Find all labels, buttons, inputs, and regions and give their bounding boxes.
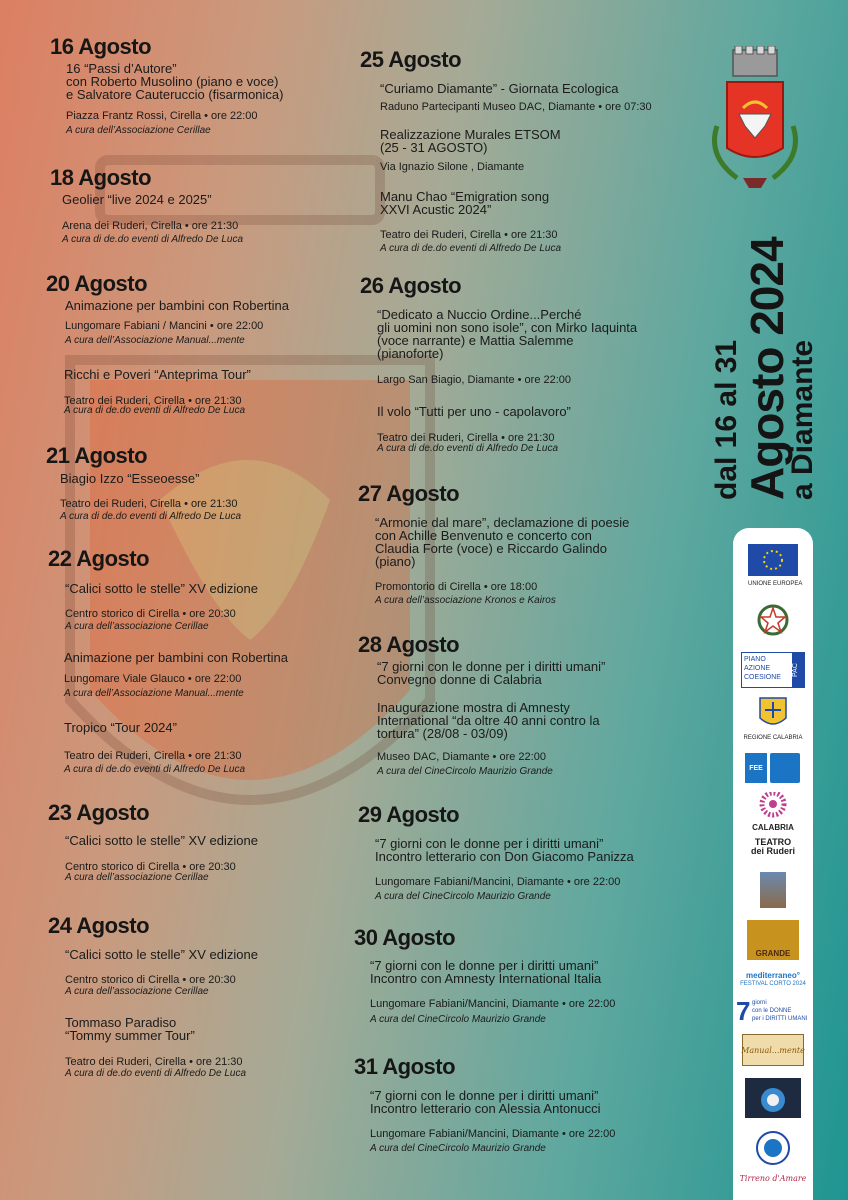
seven-days-logo <box>736 998 810 1026</box>
event-place: Piazza Frantz Rossi, Cirella • ore 22:00 <box>66 110 258 122</box>
event-title: Animazione per bambini con Robertina <box>65 298 290 313</box>
event-organizer: A cura dell’associazione Cerillae <box>65 986 209 997</box>
day-heading: 25 Agosto <box>360 47 462 72</box>
event-title: “7 giorni con le donne per i diritti umani” Convegno donne di Calabria <box>377 659 606 687</box>
pac-line: COESIONE <box>744 674 781 681</box>
event-organizer: A cura dell’associazione Cerillae <box>65 872 209 883</box>
pac-tag: PAC <box>792 653 804 687</box>
seven-line: giorni <box>752 1000 767 1006</box>
event-place: Raduno Partecipanti Museo DAC, Diamante • ore 07:30 <box>380 101 652 113</box>
manual-mente-logo: Manual...mente <box>742 1034 804 1066</box>
event-title: Tropico “Tour 2024” <box>64 720 177 735</box>
event-place: Teatro dei Ruderi, Cirella • ore 21:30 <box>60 498 238 510</box>
regione-calabria-caption: REGIONE CALABRIA <box>743 735 803 741</box>
regione-calabria-logo <box>738 696 808 741</box>
event-organizer: A cura dell’Associazione Manual...mente <box>65 335 245 346</box>
day-heading: 26 Agosto <box>360 273 462 298</box>
event-place: Teatro dei Ruderi, Cirella • ore 21:30 <box>377 432 555 444</box>
event-place: Teatro dei Ruderi, Cirella • ore 21:30 <box>64 750 242 762</box>
title-dates: dal 16 al 31 <box>710 339 743 500</box>
event-place: Arena dei Ruderi, Cirella • ore 21:30 <box>62 220 239 232</box>
event-organizer: A cura di de.do eventi di Alfredo De Luca <box>64 764 246 775</box>
day-heading: 20 Agosto <box>46 271 148 296</box>
day-heading: 28 Agosto <box>358 632 460 657</box>
sponsor-logo-strip <box>733 528 813 1200</box>
event-organizer: A cura di de.do eventi di Alfredo De Luca <box>60 511 242 522</box>
calabria-caption: CALABRIA <box>752 823 794 832</box>
day-heading: 22 Agosto <box>48 546 150 571</box>
event-organizer: A cura del CineCircolo Maurizio Grande <box>370 1014 546 1025</box>
event-title: “7 giorni con le donne per i diritti umani” Incontro letterario con Don Giacomo Panizza <box>375 836 634 864</box>
seven-number: 7 <box>736 996 751 1026</box>
event-place: Centro storico di Cirella • ore 20:30 <box>65 608 236 620</box>
event-organizer: A cura dell’associazione Kronos e Kairos <box>375 595 556 606</box>
maurizio-grande-logo: GRANDE <box>747 920 799 960</box>
teatro-ruderi-logo <box>741 838 805 856</box>
event-place: Teatro dei Ruderi, Cirella • ore 21:30 <box>65 1056 243 1068</box>
event-title: Manu Chao “Emigration song XXVI Acustic 2024” <box>380 189 550 217</box>
eu-logo <box>748 544 803 587</box>
event-organizer: A cura di de.do eventi di Alfredo De Luca <box>380 243 562 254</box>
event-place: Museo DAC, Diamante • ore 22:00 <box>377 751 546 763</box>
event-title: Tommaso Paradiso “Tommy summer Tour” <box>65 1015 195 1043</box>
event-title: “7 giorni con le donne per i diritti umani” Incontro letterario con Alessia Antonucci <box>370 1088 601 1116</box>
kronos-kairos-logo <box>745 1078 801 1118</box>
event-title: Inaugurazione mostra di Amnesty International “da oltre 40 anni contro la tortura” (28/08 - 03/09) <box>377 700 600 741</box>
event-place: Promontorio di Cirella • ore 18:00 <box>375 581 538 593</box>
day-heading: 30 Agosto <box>354 925 456 950</box>
association-round-badge-icon <box>755 1130 791 1166</box>
day-heading: 21 Agosto <box>46 443 148 468</box>
event-title: Biagio Izzo “Esseoesse” <box>60 471 200 486</box>
tirreno-damare-logo: Tirreno d'Amare <box>739 1174 807 1183</box>
mediterraneo-festival-logo <box>736 972 810 988</box>
kronos-face-icon <box>745 1078 801 1118</box>
event-organizer: A cura del CineCircolo Maurizio Grande <box>375 891 551 902</box>
event-organizer: A cura dell’associazione Cerillae <box>65 621 209 632</box>
eu-caption: UNIONE EUROPEA <box>748 581 803 587</box>
event-place: Centro storico di Cirella • ore 20:30 <box>65 974 236 986</box>
event-place: Largo San Biagio, Diamante • ore 22:00 <box>377 374 572 386</box>
day-heading: 18 Agosto <box>50 165 152 190</box>
event-title: Ricchi e Poveri “Anteprima Tour” <box>64 367 251 382</box>
blue-flag-icon <box>770 753 800 783</box>
pac-line: PIANO <box>744 656 766 663</box>
pac-text <box>742 653 792 687</box>
fee-blue-flag-logo <box>745 753 801 783</box>
day-heading: 27 Agosto <box>358 481 460 506</box>
event-title: “Calici sotto le stelle” XV edizione <box>65 581 258 596</box>
title-place: a Diamante <box>786 339 819 500</box>
eu-flag-icon <box>748 544 798 576</box>
pac-logo <box>741 652 805 688</box>
event-place: Via Ignazio Silone , Diamante <box>380 161 525 173</box>
seven-line: con le DONNE <box>752 1008 792 1014</box>
day-heading: 31 Agosto <box>354 1054 456 1079</box>
event-place: Teatro dei Ruderi, Cirella • ore 21:30 <box>380 229 558 241</box>
event-place: Teatro dei Ruderi, Cirella • ore 21:30 <box>64 395 242 407</box>
event-organizer: A cura del CineCircolo Maurizio Grande <box>377 766 553 777</box>
event-title: “Armonie dal mare”, declamazione di poesie con Achille Benvenuto e concerto con Claudia Forte (voce) e Riccardo Galindo (piano) <box>375 515 630 569</box>
event-organizer: A cura di de.do eventi di Alfredo De Luca <box>64 405 246 416</box>
day-heading: 16 Agosto <box>50 34 152 59</box>
mediterraneo-line: mediterraneo° <box>746 971 800 980</box>
event-place: Lungomare Fabiani/Mancini, Diamante • ore 22:00 <box>370 1128 616 1140</box>
event-title: “Calici sotto le stelle” XV edizione <box>65 833 258 848</box>
teatro-line: dei Ruderi <box>750 846 795 856</box>
mediterraneo-line: FESTIVAL CORTO 2024 <box>740 981 806 987</box>
event-title: 16 “Passi d’Autore” con Roberto Musolino (piano e voce) e Salvatore Cauteruccio (fisarmonica) <box>66 61 284 102</box>
event-organizer: A cura di de.do eventi di Alfredo De Luca <box>377 443 559 454</box>
event-organizer: A cura del CineCircolo Maurizio Grande <box>370 1143 546 1154</box>
seven-text <box>752 999 807 1023</box>
event-title: Geolier “live 2024 e 2025” <box>62 192 212 207</box>
event-place: Lungomare Fabiani / Mancini • ore 22:00 <box>65 320 264 332</box>
event-organizer: A cura di de.do eventi di Alfredo De Luca <box>62 234 244 245</box>
event-place: Lungomare Fabiani/Mancini, Diamante • ore 22:00 <box>370 998 616 1010</box>
title-month: Agosto 2024 <box>741 237 793 500</box>
regione-calabria-shield-icon <box>738 696 808 730</box>
seven-line: per i DIRITTI UMANI <box>752 1016 808 1022</box>
event-place: Centro storico di Cirella • ore 20:30 <box>65 861 236 873</box>
event-organizer: A cura dell’Associazione Cerillae <box>66 125 211 136</box>
event-organizer: A cura di de.do eventi di Alfredo De Luca <box>65 1068 247 1079</box>
calabria-flower-icon <box>743 792 803 818</box>
fee-label: FEE <box>745 753 767 783</box>
teatro-line: TEATRO <box>754 837 792 847</box>
event-title: Animazione per bambini con Robertina <box>64 650 289 665</box>
diamante-crest-logo <box>703 46 807 194</box>
event-title: “Curiamo Diamante” - Giornata Ecologica <box>380 81 619 96</box>
day-heading: 29 Agosto <box>358 802 460 827</box>
italian-republic-emblem-icon <box>756 602 790 642</box>
calabria-tourism-logo <box>743 792 803 832</box>
event-place: Lungomare Fabiani/Mancini, Diamante • ore 22:00 <box>375 876 621 888</box>
pac-line: AZIONE <box>744 665 771 672</box>
event-title: “Dedicato a Nuccio Ordine...Perché gli uomini non sono isole”, con Mirko Iaquinta (voce narrante) e Mattia Salemme (pianoforte) <box>377 307 638 361</box>
event-organizer: A cura dell’Associazione Manual...mente <box>64 688 244 699</box>
event-title: Realizzazione Murales ETSOM (25 - 31 AGOSTO) <box>380 127 561 155</box>
day-heading: 24 Agosto <box>48 913 150 938</box>
event-title: “7 giorni con le donne per i diritti umani” Incontro con Amnesty International Italia <box>370 958 602 986</box>
day-heading: 23 Agosto <box>48 800 150 825</box>
event-place: Lungomare Viale Glauco • ore 22:00 <box>64 673 242 685</box>
landscape-thumbnail-icon <box>760 872 786 908</box>
event-title: Il volo “Tutti per uno - capolavoro” <box>377 404 571 419</box>
event-title: “Calici sotto le stelle” XV edizione <box>65 947 258 962</box>
event-period-title <box>706 200 822 500</box>
